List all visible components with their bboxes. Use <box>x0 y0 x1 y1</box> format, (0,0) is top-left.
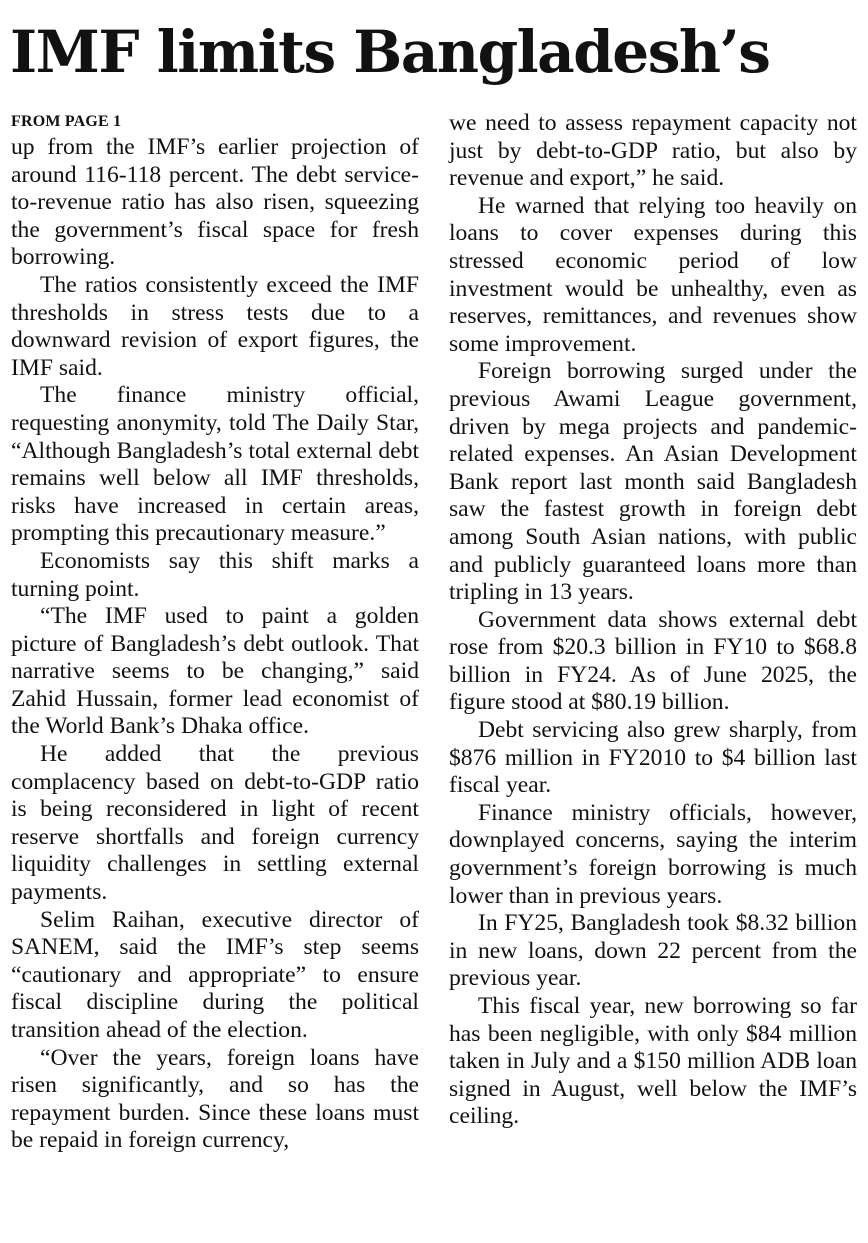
paragraph: Economists say this shift marks a turning point. <box>11 547 419 602</box>
continuation-kicker: FROM PAGE 1 <box>11 113 122 130</box>
paragraph: The ratios consistently exceed the IMF thresholds in stress tests due to a downward revision of export figures, the IMF said. <box>11 271 419 381</box>
article-column-right <box>449 110 857 1131</box>
paragraph: Government data shows external debt rose from $20.3 billion in FY10 to $68.8 billion in FY24. As of June 2025, the figure stood at $80.19 billion. <box>449 606 857 716</box>
paragraph: This fiscal year, new borrowing so far has been negligible, with only $84 million taken in July and a $150 million ADB loan signed in August, well below the IMF’s ceiling. <box>449 993 857 1130</box>
paragraph: He warned that relying too heavily on loans to cover expenses during this stressed economic period of low investment would be unhealthy, even as reserves, remittances, and revenues show some improvement. <box>449 192 857 357</box>
paragraph: He added that the previous complacency based on debt-to-GDP ratio is being reconsidered in light of recent reserve shortfalls and foreign currency liquidity challenges in settling external payments. <box>11 741 419 906</box>
paragraph: Finance ministry officials, however, downplayed concerns, saying the interim government’s foreign borrowing is much lower than in previous years. <box>449 799 857 909</box>
paragraph: The finance ministry official, requesting anonymity, told The Daily Star, “Although Bangladesh’s total external debt remains well below all IMF thresholds, risks have increased in certain areas, prompting this precautionary measure.” <box>11 382 419 547</box>
article-column-left <box>11 110 419 1155</box>
paragraph: “Over the years, foreign loans have risen significantly, and so has the repayment burden. Since these loans must be repaid in foreign currency, <box>11 1044 419 1154</box>
paragraph: Debt servicing also grew sharply, from $876 million in FY2010 to $4 billion last fiscal year. <box>449 717 857 799</box>
headline: IMF limits Bangladesh’s <box>10 18 770 86</box>
paragraph: Selim Raihan, executive director of SANEM, said the IMF’s step seems “cautionary and appropriate” to ensure fiscal discipline during the political transition ahead of the election. <box>11 906 419 1043</box>
paragraph: Foreign borrowing surged under the previous Awami League government, driven by mega projects and pandemic-related expenses. An Asian Development Bank report last month said Bangladesh saw the fastest growth in foreign debt among South Asian nations, with public and publicly guaranteed loans more than tripling in 13 years. <box>449 358 857 606</box>
paragraph: “The IMF used to paint a golden picture of Bangladesh’s debt outlook. That narrative seems to be changing,” said Zahid Hussain, former lead economist of the World Bank’s Dhaka office. <box>11 603 419 740</box>
paragraph: In FY25, Bangladesh took $8.32 billion in new loans, down 22 percent from the previous year. <box>449 910 857 992</box>
paragraph: we need to assess repayment capacity not just by debt-to-GDP ratio, but also by revenue and export,” he said. <box>449 110 857 192</box>
paragraph: up from the IMF’s earlier projection of around 116-118 percent. The debt service-to-revenue ratio has also risen, squeezing the government’s fiscal space for fresh borrowing. <box>11 134 419 271</box>
